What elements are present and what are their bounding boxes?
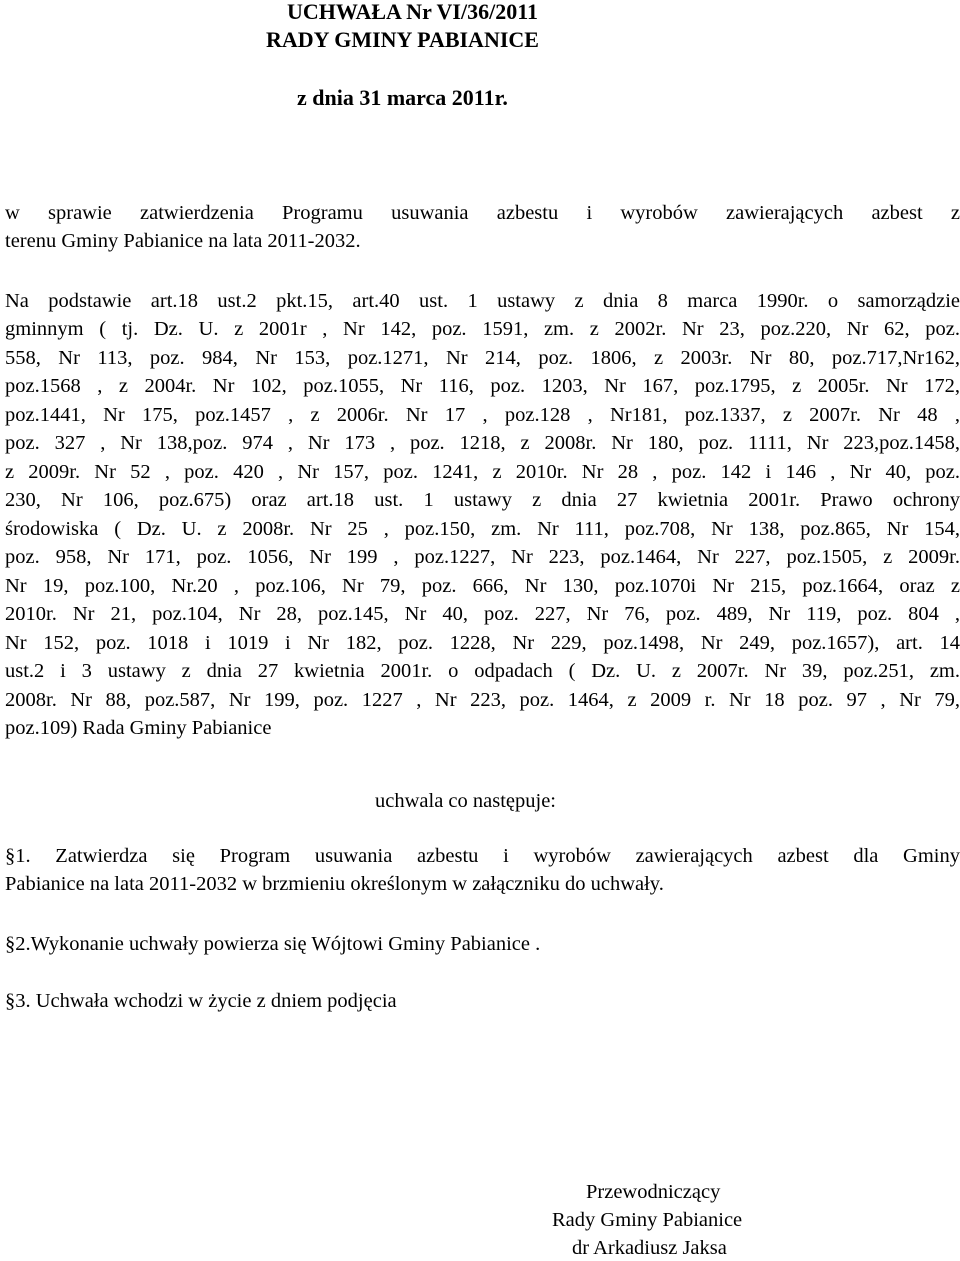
resolves-clause: uchwala co następuje: (375, 790, 557, 812)
legal-basis-line: środowiska ( Dz. U. z 2008r. Nr 25 , poz.150, zm. Nr 111, poz.708, Nr 138, poz.865, Nr 154, (5, 518, 960, 540)
signature-name: dr Arkadiusz Jaksa (572, 1237, 727, 1259)
paragraph-1-line: §1. Zatwierdza się Program usuwania azbestu i wyrobów zawierających azbest dla Gminy (5, 845, 960, 867)
paragraph-3: §3. Uchwała wchodzi w życie z dniem podjęcia (5, 990, 397, 1012)
signature-role: Przewodniczący (586, 1181, 721, 1203)
legal-basis-line: poz.1441, Nr 175, poz.1457 , z 2006r. Nr 17 , poz.128 , Nr181, poz.1337, z 2007r. Nr 48 , (5, 404, 960, 426)
signature-council: Rady Gminy Pabianice (552, 1209, 743, 1231)
resolution-title: UCHWAŁA Nr VI/36/2011 (287, 0, 539, 24)
legal-basis-line: 2010r. Nr 21, poz.104, Nr 28, poz.145, Nr 40, poz. 227, Nr 76, poz. 489, Nr 119, poz. 804 , (5, 603, 960, 625)
subject-line: w sprawie zatwierdzenia Programu usuwania azbestu i wyrobów zawierających azbest z (5, 202, 960, 224)
legal-basis-line: Nr 19, poz.100, Nr.20 , poz.106, Nr 79, poz. 666, Nr 130, poz.1070i Nr 215, poz.1664, oraz z (5, 575, 960, 597)
legal-basis-line: 230, Nr 106, poz.675) oraz art.18 ust. 1 ustawy z dnia 27 kwietnia 2001r. Prawo ochrony (5, 489, 960, 511)
legal-basis-line: ust.2 i 3 ustawy z dnia 27 kwietnia 2001r. o odpadach ( Dz. U. z 2007r. Nr 39, poz.251, zm. (5, 660, 960, 682)
paragraph-1-line: Pabianice na lata 2011-2032 w brzmieniu określonym w załączniku do uchwały. (5, 873, 664, 895)
legal-basis-line: 558, Nr 113, poz. 984, Nr 153, poz.1271, Nr 214, poz. 1806, z 2003r. Nr 80, poz.717,Nr162, (5, 347, 960, 369)
legal-basis-line: poz. 958, Nr 171, poz. 1056, Nr 199 , poz.1227, Nr 223, poz.1464, Nr 227, poz.1505, z 2009r. (5, 546, 960, 568)
legal-basis-line: gminnym ( tj. Dz. U. z 2001r , Nr 142, poz. 1591, zm. z 2002r. Nr 23, poz.220, Nr 62, poz. (5, 318, 960, 340)
legal-basis-line: Nr 152, poz. 1018 i 1019 i Nr 182, poz. 1228, Nr 229, poz.1498, Nr 249, poz.1657), art. 14 (5, 632, 960, 654)
legal-basis-line: 2008r. Nr 88, poz.587, Nr 199, poz. 1227 , Nr 223, poz. 1464, z 2009 r. Nr 18 poz. 97 , Nr 79, (5, 689, 960, 711)
council-name: RADY GMINY PABIANICE (266, 27, 539, 52)
legal-basis-line: z 2009r. Nr 52 , poz. 420 , Nr 157, poz. 1241, z 2010r. Nr 28 , poz. 142 i 146 , Nr 40, poz. (5, 461, 960, 483)
legal-basis-line: Na podstawie art.18 ust.2 pkt.15, art.40 ust. 1 ustawy z dnia 8 marca 1990r. o samorządzie (5, 290, 960, 312)
legal-basis-line: poz.109) Rada Gminy Pabianice (5, 717, 272, 739)
subject-line: terenu Gminy Pabianice na lata 2011-2032. (5, 230, 361, 252)
resolution-date: z dnia 31 marca 2011r. (297, 85, 508, 110)
legal-basis-line: poz.1568 , z 2004r. Nr 102, poz.1055, Nr 116, poz. 1203, Nr 167, poz.1795, z 2005r. Nr 172, (5, 375, 960, 397)
legal-basis-line: poz. 327 , Nr 138,poz. 974 , Nr 173 , poz. 1218, z 2008r. Nr 180, poz. 1111, Nr 223,poz.1458, (5, 432, 960, 454)
paragraph-2: §2.Wykonanie uchwały powierza się Wójtowi Gminy Pabianice . (5, 933, 541, 955)
